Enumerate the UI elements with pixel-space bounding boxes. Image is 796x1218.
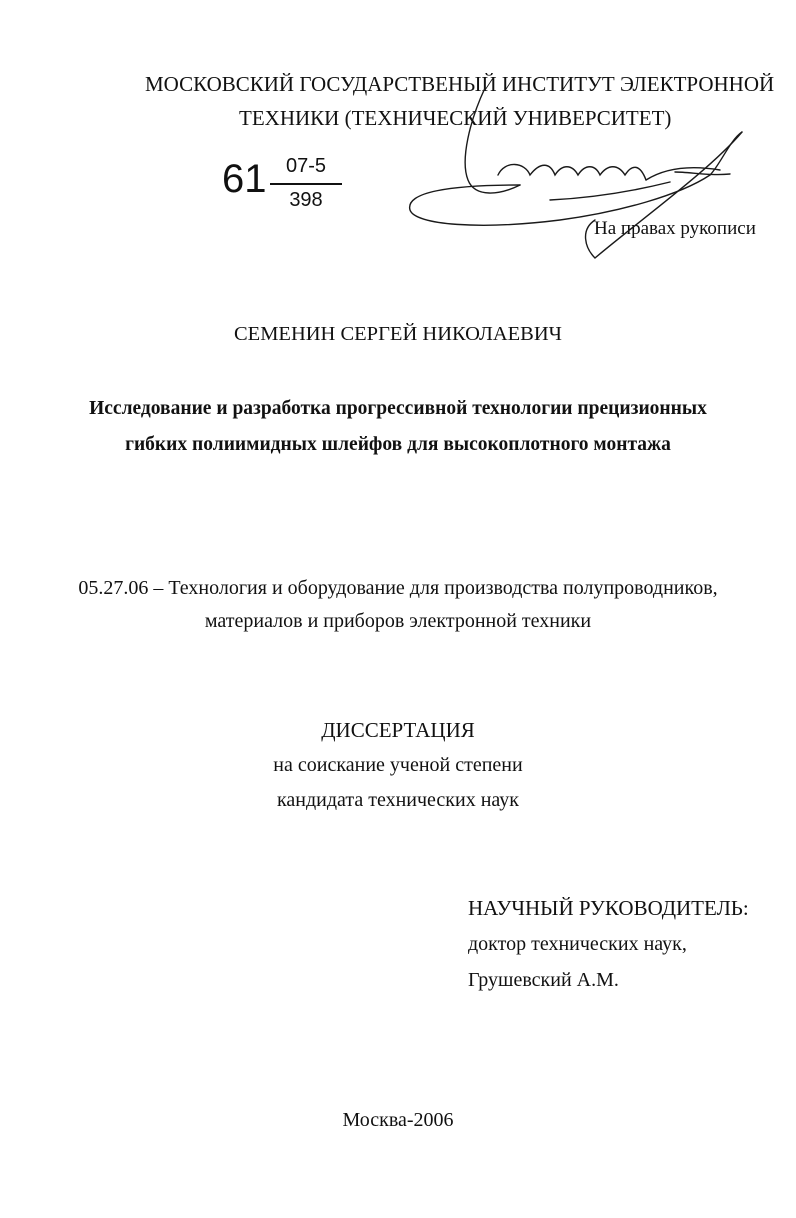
institution-line-1: МОСКОВСКИЙ ГОСУДАРСТВЕНЫЙ ИНСТИТУТ ЭЛЕКТРОННОЙ <box>145 72 775 96</box>
supervisor-name: Грушевский А.М. <box>468 969 619 991</box>
author-name: СЕМЕНИН СЕРГЕЙ НИКОЛАЕВИЧ <box>234 323 562 345</box>
institution-line-2: ТЕХНИКИ (ТЕХНИЧЕСКИЙ УНИВЕРСИТЕТ) <box>239 106 672 130</box>
signature-icon <box>390 80 760 270</box>
city-year: Москва-2006 <box>342 1109 454 1131</box>
title-line-1: Исследование и разработка прогрессивной технологии прецизионных <box>89 398 707 419</box>
degree-heading: ДИССЕРТАЦИЯ <box>321 718 475 742</box>
supervisor-heading: НАУЧНЫЙ РУКОВОДИТЕЛЬ: <box>468 896 749 920</box>
title-line-2: гибких полиимидных шлейфов для высокоплотного монтажа <box>125 434 671 455</box>
library-code-numerator: 07-5 <box>285 155 327 177</box>
manuscript-note: На правах рукописи <box>594 218 756 239</box>
library-code-denominator: 398 <box>289 189 323 211</box>
library-code-fraction-bar <box>270 183 342 185</box>
degree-line-2: кандидата технических наук <box>276 789 520 811</box>
supervisor-rank: доктор технических наук, <box>468 933 687 955</box>
degree-line-1: на соискание ученой степени <box>273 754 523 776</box>
specialty-line-1: 05.27.06 – Технология и оборудование для производства полупроводников, <box>78 577 718 599</box>
library-code-main: 61 <box>222 157 267 201</box>
specialty-line-2: материалов и приборов электронной техники <box>204 610 592 632</box>
